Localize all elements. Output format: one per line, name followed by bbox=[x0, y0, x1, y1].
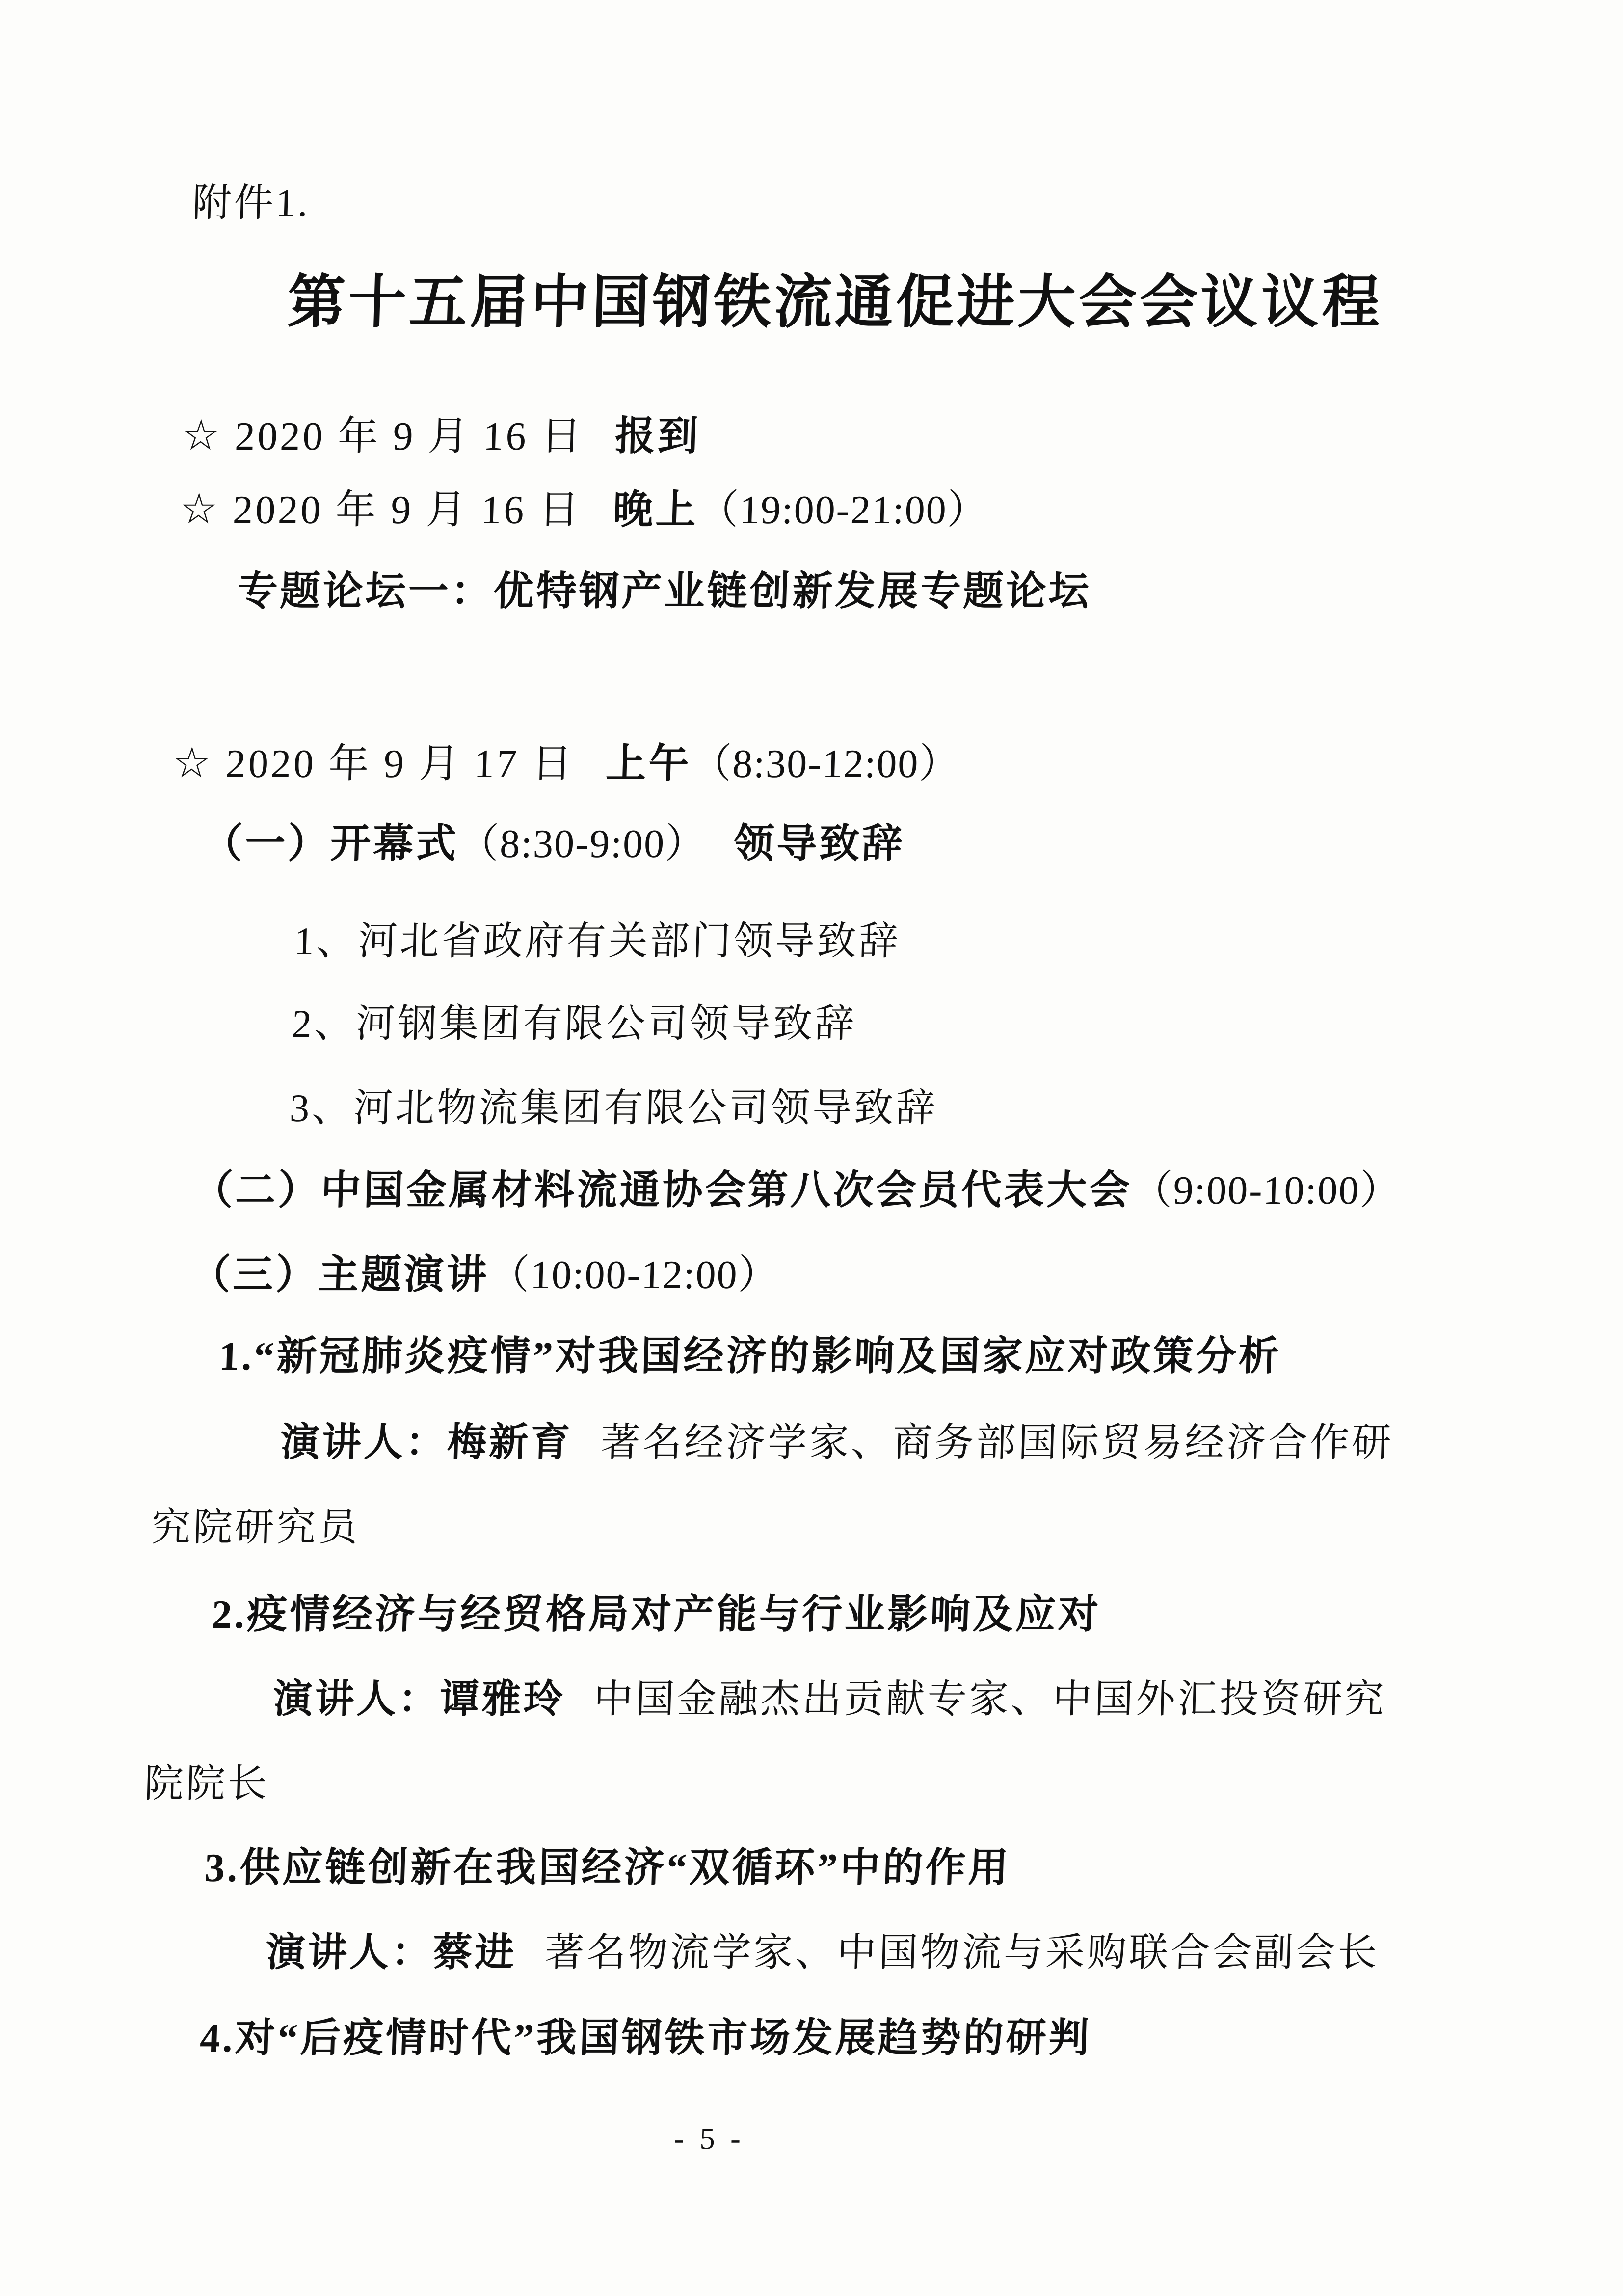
forum-note: 专题论坛一：优特钢产业链创新发展专题论坛 bbox=[237, 569, 1092, 614]
agenda-line-day1-evening bbox=[179, 485, 989, 534]
section-time: （8:30-9:00） bbox=[458, 821, 707, 866]
page-number: - 5 - bbox=[673, 2122, 745, 2156]
opening-item-1: 1、河北省政府有关部门领导致辞 bbox=[293, 920, 901, 963]
opening-item-2: 2、河钢集团有限公司领导致辞 bbox=[291, 1002, 857, 1046]
section-opening-header bbox=[202, 821, 905, 867]
section-time: （9:00-10:00） bbox=[1131, 1168, 1402, 1213]
section-keynotes-header bbox=[189, 1252, 780, 1298]
attachment-label: 附件1. bbox=[191, 182, 311, 225]
speaker-name: 演讲人：蔡进 bbox=[265, 1931, 517, 1974]
speaker-name: 演讲人：梅新育 bbox=[279, 1421, 573, 1464]
session-label: 报到 bbox=[614, 414, 701, 459]
star-icon: ☆ bbox=[179, 486, 221, 533]
agenda-line-day2-morning bbox=[172, 739, 961, 787]
keynote-speaker-2 bbox=[272, 1677, 1387, 1722]
speaker-name: 演讲人：谭雅玲 bbox=[272, 1678, 566, 1721]
opening-item-3: 3、河北物流集团有限公司领导致辞 bbox=[289, 1087, 938, 1130]
keynote-topic-2: 2.疫情经济与经贸格局对产能与行业影响及应对 bbox=[211, 1592, 1102, 1637]
keynote-speaker-2-continuation: 院院长 bbox=[143, 1762, 270, 1806]
session-time: （19:00-21:00） bbox=[697, 487, 989, 532]
section-label: （二）中国金属材料流通协会第八次会员代表大会 bbox=[192, 1168, 1133, 1213]
speaker-description: 中国金融杰出贡献专家、中国外汇投资研究 bbox=[593, 1678, 1387, 1721]
speaker-description: 著名物流学家、中国物流与采购联合会副会长 bbox=[544, 1931, 1380, 1974]
page-title: 第十五届中国钢铁流通促进大会会议议程 bbox=[286, 270, 1384, 335]
date-text: 2020 年 9 月 17 日 bbox=[225, 741, 575, 786]
section-suffix: 领导致辞 bbox=[733, 821, 905, 866]
session-label: 晚上 bbox=[612, 487, 699, 532]
star-icon: ☆ bbox=[181, 412, 223, 459]
keynote-topic-4: 4.对“后疫情时代”我国钢铁市场发展趋势的研判 bbox=[199, 2016, 1092, 2060]
session-label: 上午 bbox=[605, 741, 692, 786]
section-label: （三）主题演讲 bbox=[189, 1252, 490, 1297]
keynote-speaker-3 bbox=[266, 1930, 1380, 1975]
speaker-description: 著名经济学家、商务部国际贸易经济合作研 bbox=[600, 1421, 1394, 1464]
section-label: （一）开幕式 bbox=[202, 821, 459, 866]
session-time: （8:30-12:00） bbox=[691, 741, 961, 786]
section-time: （10:00-12:00） bbox=[488, 1252, 780, 1297]
date-text: 2020 年 9 月 16 日 bbox=[232, 487, 583, 532]
keynote-topic-3: 3.供应链创新在我国经济“双循环”中的作用 bbox=[204, 1845, 1011, 1890]
agenda-line-day1-report bbox=[181, 411, 701, 460]
keynote-topic-1: 1.“新冠肺炎疫情”对我国经济的影响及国家应对政策分析 bbox=[218, 1334, 1282, 1378]
keynote-speaker-1 bbox=[280, 1420, 1394, 1465]
section-assembly-header bbox=[192, 1167, 1402, 1214]
date-text: 2020 年 9 月 16 日 bbox=[234, 414, 585, 459]
keynote-speaker-1-continuation: 究院研究员 bbox=[151, 1506, 361, 1549]
star-icon: ☆ bbox=[172, 739, 214, 786]
